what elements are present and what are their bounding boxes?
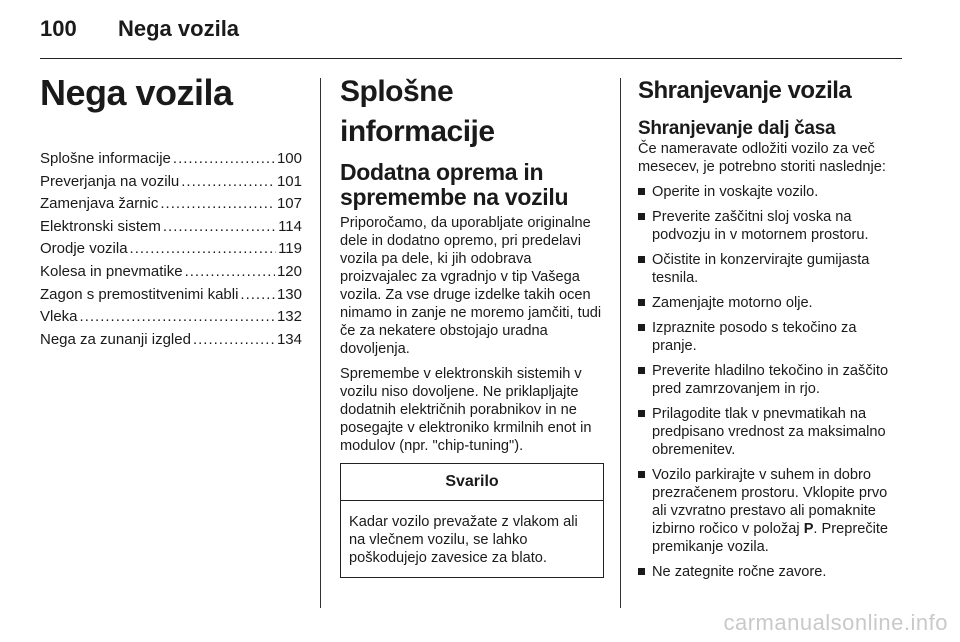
paragraph: Spremembe v elektronskih sistemih v vozilu niso dovoljene. Ne priklapljajte dodatnih električnih porabnikov in ne posegajte v elektroniko krmilnih enot in modulov (npr. "chip-tuning"). [340, 366, 592, 454]
toc-entry[interactable] [40, 148, 302, 171]
bullet-square-icon [638, 568, 645, 575]
bullet-square-icon [638, 367, 645, 374]
column-general-info [340, 72, 602, 578]
gear-position-label: P [803, 521, 814, 537]
warning-title: Svarilo [341, 464, 603, 501]
bullet-square-icon [638, 188, 645, 195]
toc-entry-page: 119 [278, 240, 302, 258]
table-of-contents [40, 148, 302, 351]
toc-entry-page: 107 [276, 195, 302, 213]
bullet-square-icon [638, 299, 645, 306]
toc-leader-dots [181, 171, 275, 194]
toc-entry-page: 114 [278, 217, 302, 235]
toc-entry[interactable] [40, 329, 302, 352]
list-item-text: Očistite in konzervirajte gumijasta tesnila. [652, 252, 870, 286]
page-header [40, 16, 239, 46]
chapter-title: Nega vozila [40, 72, 233, 113]
header-divider [40, 58, 902, 59]
toc-leader-dots [193, 329, 275, 352]
toc-entry-label: Splošne informacije [40, 150, 171, 167]
toc-leader-dots [80, 306, 275, 329]
section-title: Splošne informacije [340, 75, 495, 148]
list-item-text: Ne zategnite ročne zavore. [652, 564, 827, 580]
section-title: Shranjevanje vozila [638, 77, 852, 104]
list-item [638, 183, 902, 201]
subsection-title: Dodatna oprema in spremembe na vozilu [340, 159, 569, 210]
list-item-text-end: . Preprečite premikanje vozila. [652, 521, 889, 555]
column-contents [40, 72, 302, 351]
list-item-text: Prilagodite tlak v pnevmatikah na predpisano vrednost za maksimalno obremenitev. [652, 406, 886, 458]
toc-entry-page: 130 [276, 285, 302, 303]
bullet-square-icon [638, 213, 645, 220]
toc-entry-label: Preverjanja na vozilu [40, 172, 180, 190]
toc-entry-page: 100 [276, 150, 302, 167]
toc-entry-page: 101 [276, 172, 302, 190]
toc-entry[interactable] [40, 284, 302, 307]
list-item-text-start: Vozilo parkirajte v suhem in dobro prezračenem prostoru. Vklopite prvo ali vzvratno prestavo ali pomaknite izbirno ročico v položaj [652, 467, 888, 537]
bullet-square-icon [638, 256, 645, 263]
bullet-square-icon [638, 410, 645, 417]
watermark: carmanualsonline.info [723, 610, 948, 635]
toc-entry[interactable] [40, 306, 302, 329]
bullet-square-icon [638, 324, 645, 331]
bullet-list [638, 183, 902, 581]
warning-text: Kadar vozilo prevažate z vlakom ali na vlečnem vozilu, se lahko poškodujejo zavesice za blato. [349, 514, 578, 566]
list-item-text: Izpraznite posodo s tekočino za pranje. [652, 320, 857, 354]
column-storage [638, 72, 902, 588]
toc-entry-label: Orodje vozila [40, 240, 128, 258]
running-title: Nega vozila [118, 16, 240, 41]
toc-entry[interactable] [40, 216, 302, 239]
toc-entry-label: Vleka [40, 308, 78, 326]
list-item-text: Preverite hladilno tekočino in zaščito pred zamrzovanjem in rjo. [652, 363, 889, 397]
toc-entry[interactable] [40, 238, 302, 261]
toc-entry-label: Zagon s premostitvenimi kabli [40, 285, 239, 303]
toc-entry-label: Zamenjava žarnic [40, 195, 159, 213]
toc-leader-dots [130, 238, 277, 261]
toc-entry-page: 120 [276, 262, 302, 280]
toc-entry-label: Elektronski sistem [40, 217, 161, 235]
list-item [638, 405, 902, 459]
list-item [638, 251, 902, 287]
column-divider-1 [320, 78, 321, 608]
list-item-text: Preverite zaščitni sloj voska na podvozju in v motornem prostoru. [652, 209, 869, 243]
paragraph: Če nameravate odložiti vozilo za več mesecev, je potrebno storiti naslednje: [638, 141, 886, 175]
toc-entry-page: 132 [276, 308, 302, 326]
warning-box [340, 463, 604, 578]
list-item [638, 362, 902, 398]
toc-entry[interactable] [40, 171, 302, 194]
list-item [638, 319, 902, 355]
toc-entry[interactable] [40, 193, 302, 216]
list-item-text: Operite in voskajte vozilo. [652, 184, 819, 200]
list-item [638, 563, 902, 581]
list-item [638, 466, 902, 556]
toc-leader-dots [185, 261, 275, 284]
toc-leader-dots [173, 148, 275, 171]
toc-leader-dots [240, 284, 275, 307]
bullet-square-icon [638, 471, 645, 478]
toc-entry-page: 134 [276, 330, 302, 348]
toc-entry[interactable] [40, 261, 302, 284]
toc-leader-dots [163, 216, 276, 239]
page-number: 100 [40, 16, 77, 41]
paragraph: Priporočamo, da uporabljate originalne dele in dodatno opremo, pri predelavi vozila pa dele, ki jih odobrava proizvajalec za vgradnjo v tip Vašega vozila. Za vse druge izdelke takih ocen nimamo in zanje ne moremo jamčiti, tudi če za nekatere obstojajo uradna dovoljenja. [340, 215, 602, 357]
toc-entry-label: Nega za zunanji izgled [40, 330, 191, 348]
list-item [638, 208, 902, 244]
column-divider-2 [620, 78, 621, 608]
toc-leader-dots [160, 193, 275, 216]
list-item-text: Zamenjajte motorno olje. [652, 295, 813, 311]
toc-entry-label: Kolesa in pnevmatike [40, 262, 183, 280]
subsection-title: Shranjevanje dalj časa [638, 118, 836, 139]
list-item [638, 294, 902, 312]
